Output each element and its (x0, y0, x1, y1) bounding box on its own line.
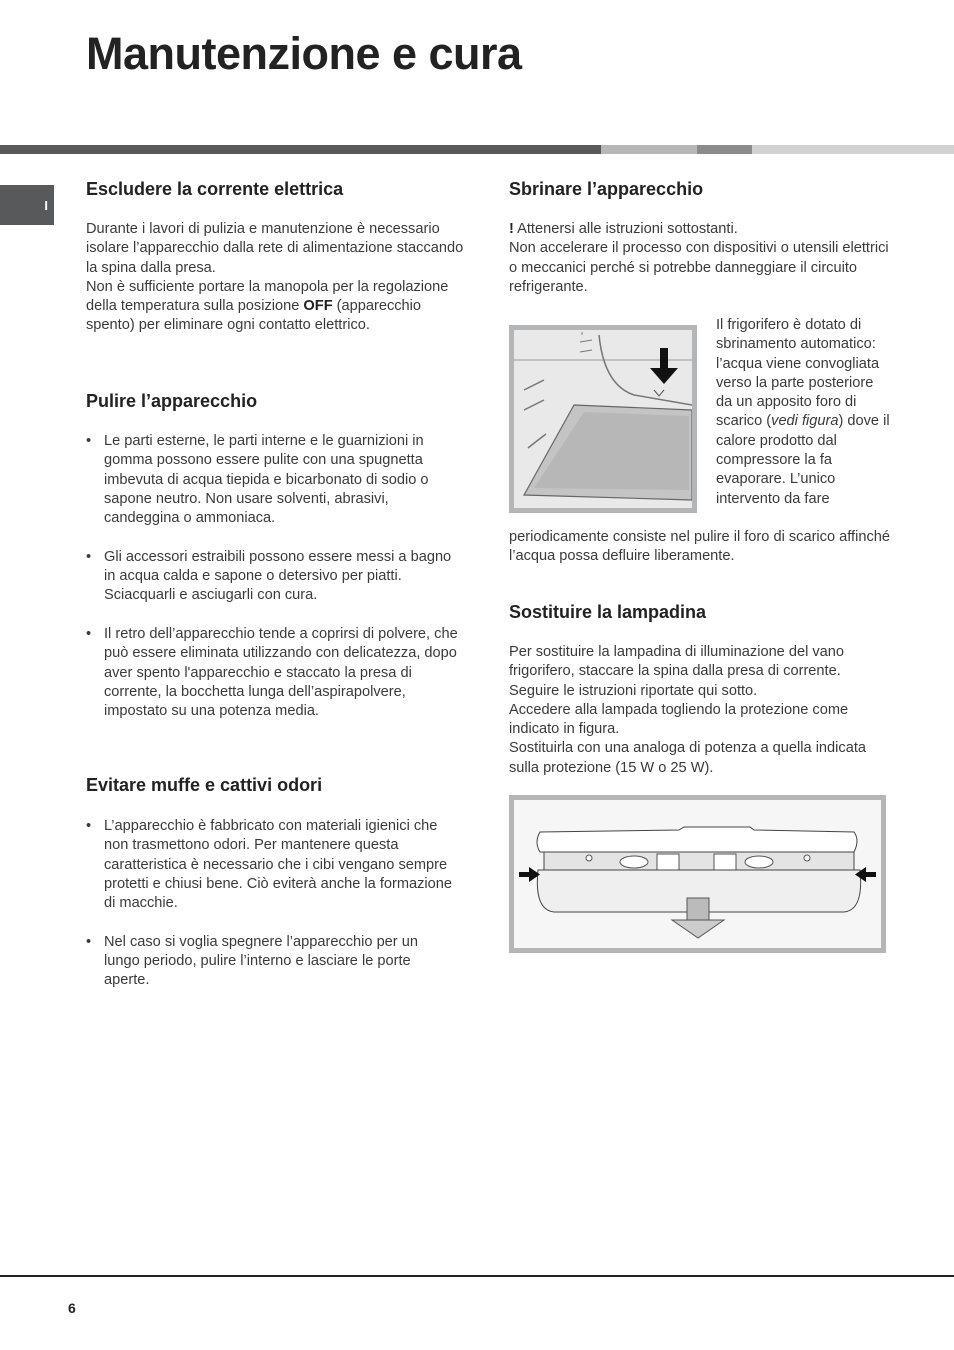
sbrinare-text (509, 220, 894, 297)
page-number: 6 (68, 1300, 76, 1316)
heading-muffe: Evitare muffe e cattivi odori (86, 775, 323, 795)
sbrinare-side-text: Il frigorifero è dotato di sbrinamento automatico: l’acqua viene convogliata verso la parte posteriore da un apposito foro di scarico (vedi figura) dove il calore prodotto dal compressore la fa evaporare. L’unico intervento da fare (716, 317, 890, 507)
escludere-p2 (86, 278, 471, 336)
lamp-figure (509, 795, 886, 953)
sbrinare-p1: Non accelerare il processo con dispositivi o utensili elettrici o meccanici perché si potrebbe danneggiare il circuito refrigerante. (509, 240, 889, 295)
escludere-text (86, 220, 471, 336)
lampadina-text: Per sostituire la lampadina di illuminazione del vano frigorifero, staccare la spina dalla presa di corrente. Seguire le istruzioni riportate qui sotto. Accedere alla lampada togliendo la protezione come indicato in figura. Sostituirla con una analoga di potenza a quella indicata sulla protezione (15 W o 25 W). (509, 644, 866, 776)
bullet-icon: • (86, 818, 92, 834)
list-item: • Gli accessori estraibili possono essere messi a bagno in acqua calda e sapone o detersivo per piatti. Sciacquarli e asciugarli con cura. (86, 548, 452, 604)
page-title: Manutenzione e cura (86, 28, 522, 79)
defrost-illustration (514, 330, 692, 508)
pulire-list (86, 432, 466, 721)
heading-escludere: Escludere la corrente elettrica (86, 179, 344, 199)
heading-lampadina: Sostituire la lampadina (509, 602, 707, 622)
escludere-p2-post: (apparecchio spento) per eliminare ogni contatto elettrico. (86, 298, 422, 334)
footer-rule (0, 1275, 954, 1277)
list-item: • Nel caso si voglia spegnere l’apparecchio per un lungo periodo, pulire l’interno e lasciare le porte aperte. (86, 933, 418, 989)
lamp-cover-illustration (514, 800, 881, 948)
sbrinare-warning: ! Attenersi alle istruzioni sottostanti. (509, 221, 738, 237)
bullet-icon: • (86, 625, 92, 642)
off-label: OFF (303, 298, 333, 315)
heading-sbrinare: Sbrinare l’apparecchio (509, 179, 704, 199)
bullet-icon: • (86, 933, 92, 950)
defrost-figure (509, 325, 697, 513)
header-bar-light (601, 145, 697, 154)
muffe-list (86, 817, 456, 991)
escludere-p1: Durante i lavori di pulizia e manutenzione è necessario isolare l’apparecchio dalla rete di alimentazione staccando la spina dalla presa. (86, 221, 464, 276)
escludere-p2-pre: Non è sufficiente portare la manopola per la regolazione della temperatura sulla posizione (86, 278, 449, 315)
list-item: • L’apparecchio è fabbricato con materiali igienici che non trasmettono odori. Per mantenere questa caratteristica è necessario che i cibi vengano sempre protetti e chiusi bene. Ciò eviterà anche la formazione di macchie. (86, 818, 453, 912)
language-tab: I (0, 185, 54, 225)
sbrinare-cont: periodicamente consiste nel pulire il foro di scarico affinché l’acqua possa defluire liberamente. (509, 529, 890, 565)
header-bar-mid (697, 145, 752, 154)
bullet-icon: • (86, 433, 92, 449)
header-bar-dark (0, 145, 601, 154)
list-item: • Le parti esterne, le parti interne e le guarnizioni in gomma possono essere pulite con una spugnetta imbevuta di acqua tiepida e bicarbonato di sodio o sapone neutro. Non usare solventi, abrasivi, candeggina o ammoniaca. (86, 433, 429, 527)
bullet-icon: • (86, 548, 92, 565)
heading-pulire: Pulire l’apparecchio (86, 391, 258, 411)
warning-icon: ! (509, 221, 514, 237)
header-bar-light-end (752, 145, 954, 154)
list-item: • Il retro dell’apparecchio tende a coprirsi di polvere, che può essere eliminata utilizzando con delicatezza, dopo aver spento l'apparecchio e staccato la presa di corrente, la bocchetta lunga dell’aspirapolvere, impostato su una potenza media. (86, 625, 458, 720)
